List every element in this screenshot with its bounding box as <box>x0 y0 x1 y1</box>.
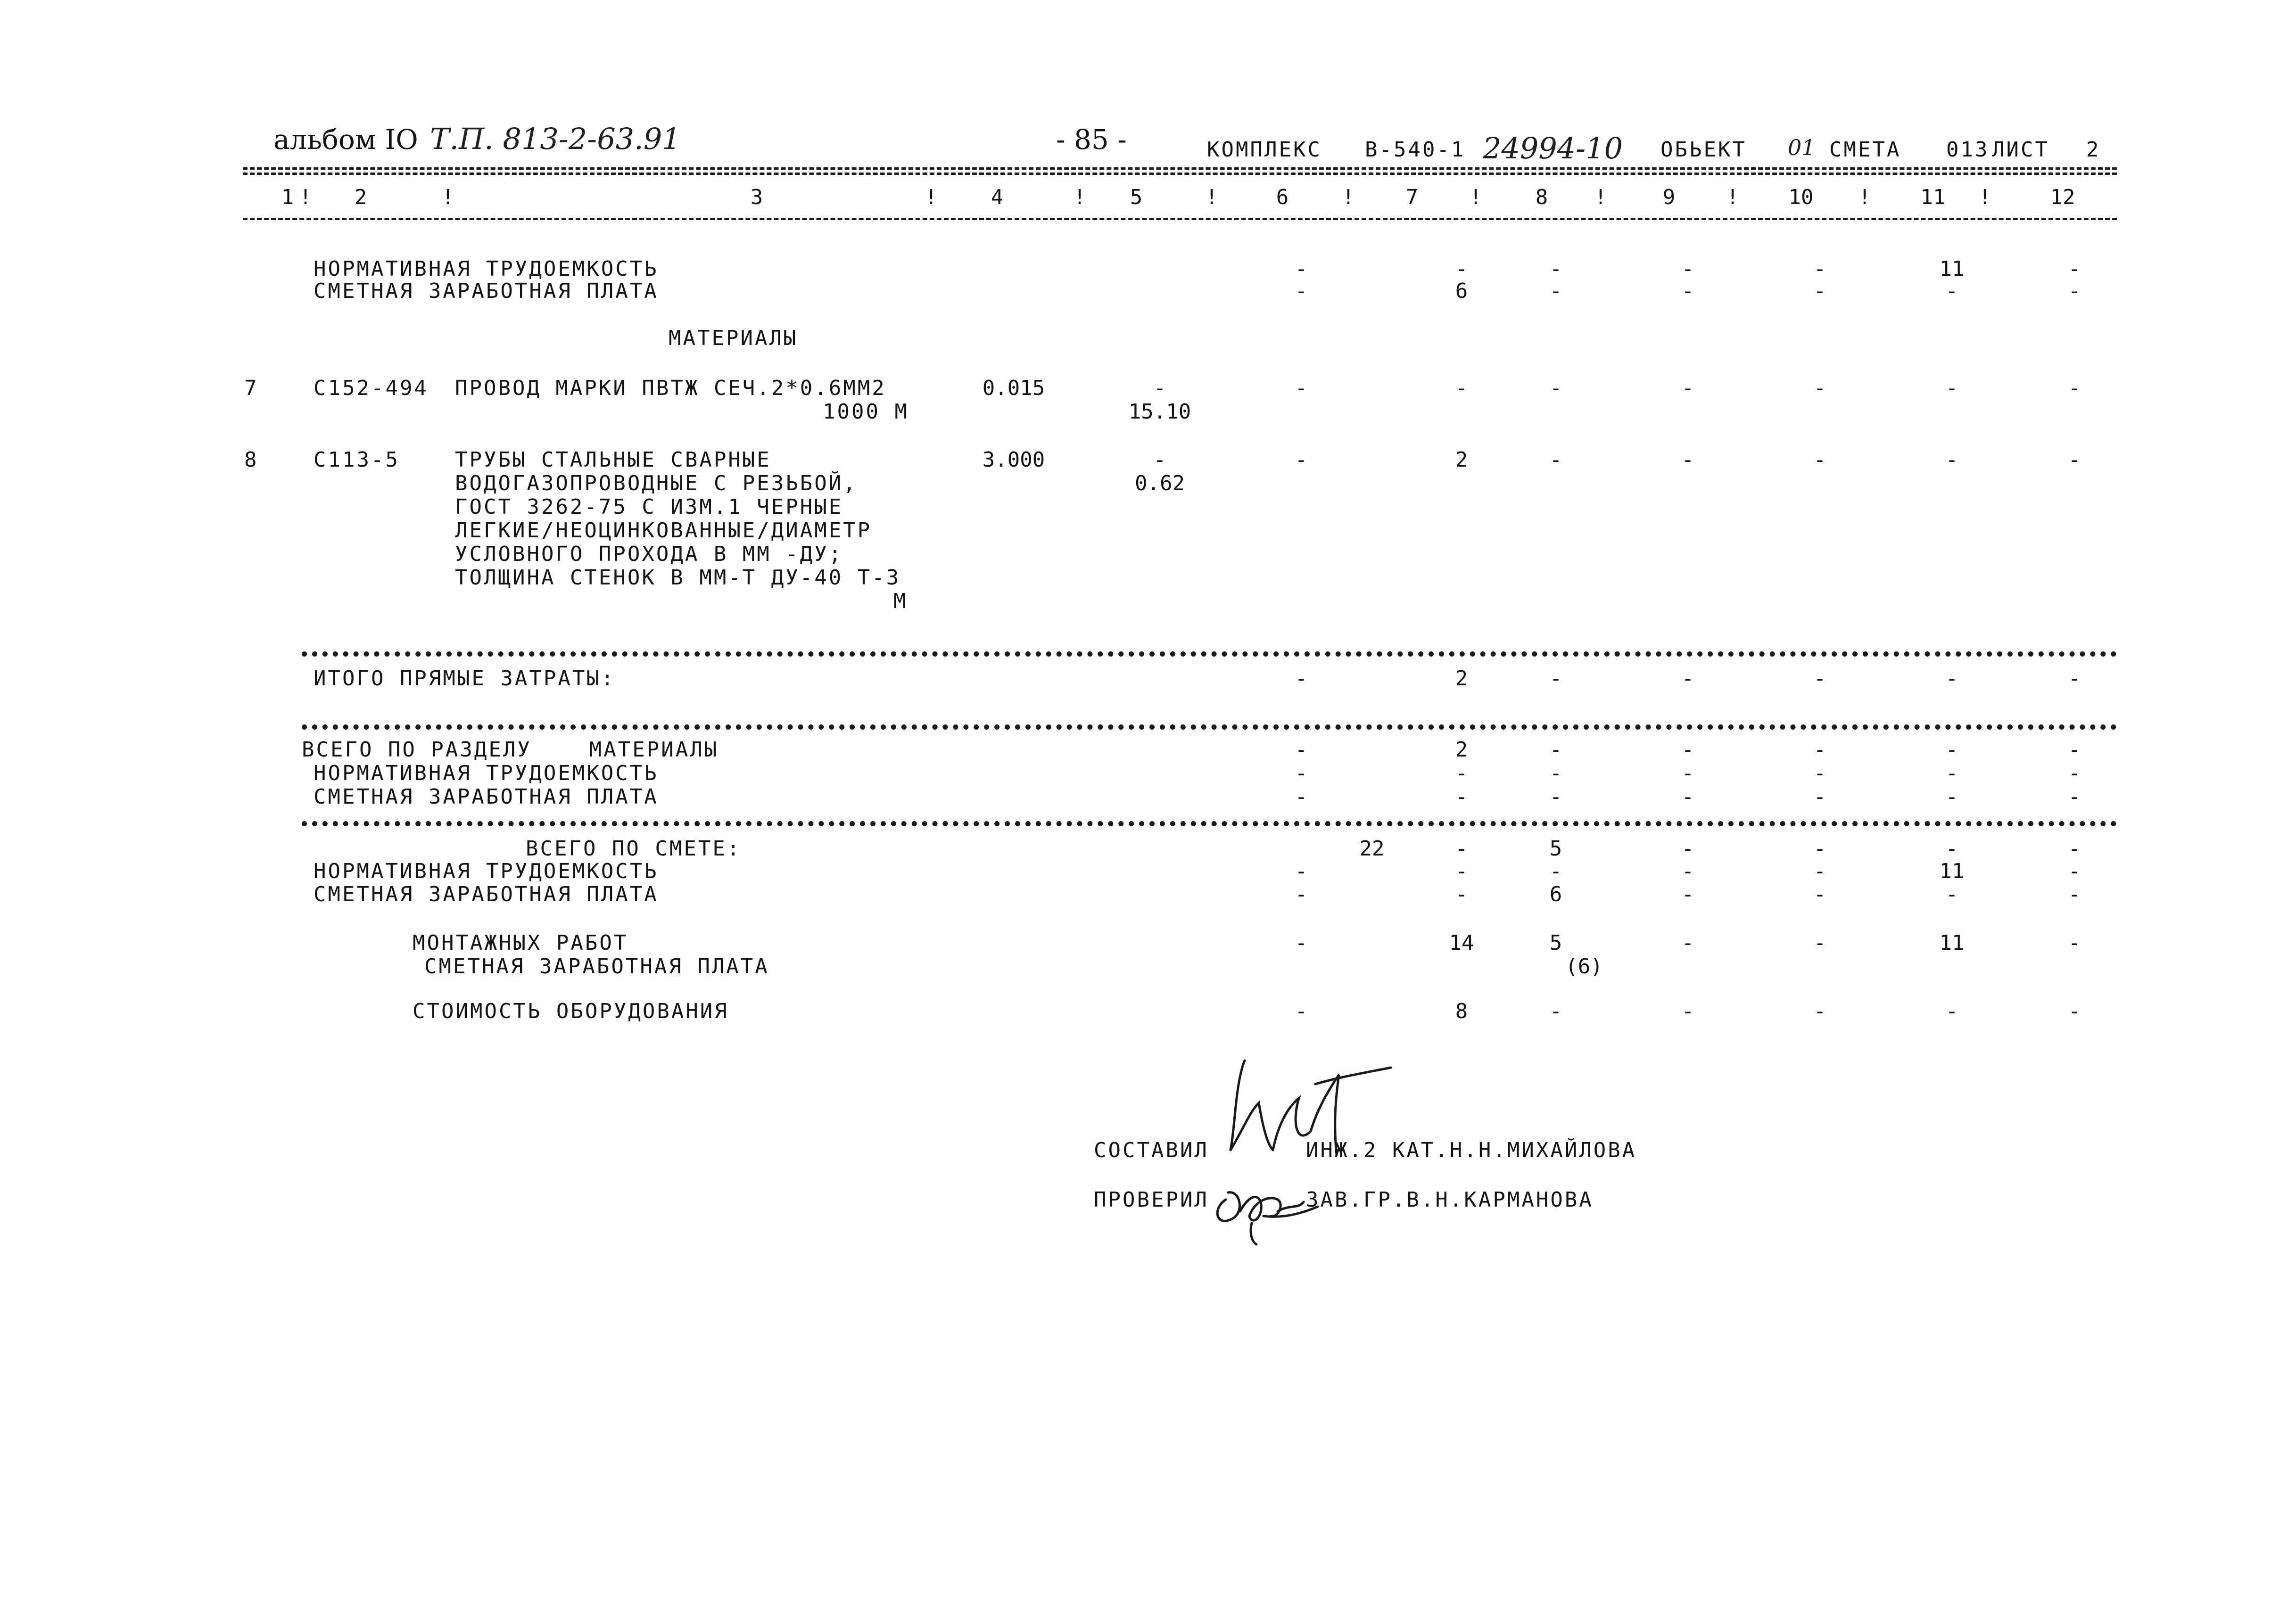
item-7-col-8: - <box>1549 376 1562 400</box>
wages-col-11: - <box>1945 279 1958 303</box>
item-7-col4: 0.015 <box>982 376 1045 400</box>
column-header-10: 10 <box>1788 185 1814 209</box>
sheet-label: ЛИСТ <box>1992 138 2049 162</box>
item-8-col5-top: - <box>1153 448 1166 472</box>
installation-col-12: - <box>2068 931 2081 955</box>
labor-intensity-col-10: - <box>1813 257 1826 281</box>
estimate-value: 013 <box>1946 138 1990 162</box>
estimate-label: СМЕТА <box>1829 138 1901 162</box>
installation-label: МОНТАЖНЫХ РАБОТ <box>413 931 628 955</box>
estimate-total-labor-label: НОРМАТИВНАЯ ТРУДОЕМКОСТЬ <box>314 859 659 883</box>
column-header-3: 3 <box>750 185 763 209</box>
direct-costs-col-10: - <box>1813 666 1826 691</box>
equipment-col-12: - <box>2068 999 2081 1023</box>
item-7-col-6: - <box>1295 376 1308 400</box>
installation-col-6: - <box>1295 931 1308 955</box>
section-total-labor-label: НОРМАТИВНАЯ ТРУДОЕМКОСТЬ <box>314 761 659 785</box>
section-total-col-6: - <box>1295 738 1308 762</box>
column-separator: ! <box>1469 185 1482 209</box>
direct-costs-label: ИТОГО ПРЯМЫЕ ЗАТРАТЫ: <box>314 666 616 691</box>
page-number: - 85 - <box>1056 123 1127 156</box>
item-7-col-9: - <box>1681 376 1694 400</box>
item-8-col-6: - <box>1295 448 1308 472</box>
item-8-col-11: - <box>1945 448 1958 472</box>
item-8-desc-line-5: УСЛОВНОГО ПРОХОДА В ММ -ДУ; <box>455 542 843 566</box>
section-total-wages-col-6: - <box>1295 785 1308 809</box>
column-header-2: 2 <box>354 185 367 209</box>
section-total-label: ВСЕГО ПО РАЗДЕЛУ МАТЕРИАЛЫ <box>302 738 719 762</box>
section-total-col-12: - <box>2068 738 2081 762</box>
wages-col-8: - <box>1549 279 1562 303</box>
equipment-col-6: - <box>1295 999 1308 1023</box>
wages-col-6: - <box>1295 279 1308 303</box>
installation-col8-bottom: (6) <box>1565 954 1603 979</box>
item-8-desc-line-3: ГОСТ 3262-75 С ИЗМ.1 ЧЕРНЫЕ <box>455 495 843 519</box>
section-total-wages-col-8: - <box>1549 785 1562 809</box>
estimate-total-wages-col-12: - <box>2068 882 2081 906</box>
complex-label: КОМПЛЕКС <box>1207 138 1322 162</box>
estimate-total-labor-col-6: - <box>1295 859 1308 883</box>
equipment-col-10: - <box>1813 999 1826 1023</box>
section-total-col-10: - <box>1813 738 1826 762</box>
complex-handwritten: 24994-10 <box>1483 131 1623 165</box>
object-label: ОБЬЕКТ <box>1660 138 1747 162</box>
estimate-total-wages-label: СМЕТНАЯ ЗАРАБОТНАЯ ПЛАТА <box>314 882 659 906</box>
estimate-total-labor-col-7: - <box>1455 859 1468 883</box>
item-8-col-9: - <box>1681 448 1694 472</box>
estimate-total-wages-col-7: - <box>1455 882 1468 906</box>
checked-signature <box>1207 1167 1320 1247</box>
dotted-separator-1 <box>302 651 2117 657</box>
item-7-unit: 1000 М <box>823 400 909 424</box>
project-number-handwritten: Т.П. 813-2-63.91 <box>430 122 681 156</box>
item-7-col-11: - <box>1945 376 1958 400</box>
complex-code: В-540-1 <box>1365 138 1466 162</box>
section-total-labor-col-10: - <box>1813 761 1826 785</box>
direct-costs-col-9: - <box>1681 666 1694 691</box>
item-8-desc-line-2: ВОДОГАЗОПРОВОДНЫЕ С РЕЗЬБОЙ, <box>455 471 858 495</box>
column-header-4: 4 <box>991 185 1004 209</box>
dotted-separator-3 <box>302 821 2117 826</box>
wages-col-9: - <box>1681 279 1694 303</box>
section-total-col-8: - <box>1549 738 1562 762</box>
installation-col-11: 11 <box>1939 931 1965 955</box>
installation-col-9: - <box>1681 931 1694 955</box>
installation-col-10: - <box>1813 931 1826 955</box>
estimate-total-labor-col-9: - <box>1681 859 1694 883</box>
labor-intensity-col-7: - <box>1455 257 1468 281</box>
estimate-total-wages-col-6: - <box>1295 882 1308 906</box>
column-separator: ! <box>1858 185 1871 209</box>
section-total-wages-label: СМЕТНАЯ ЗАРАБОТНАЯ ПЛАТА <box>314 785 659 809</box>
section-title: МАТЕРИАЛЫ <box>669 326 798 350</box>
estimate-total-labor-col-11: 11 <box>1939 859 1965 883</box>
direct-costs-col-6: - <box>1295 666 1308 691</box>
equipment-col-7: 8 <box>1455 999 1468 1023</box>
column-separator: ! <box>441 185 454 209</box>
item-7-desc: ПРОВОД МАРКИ ПВТЖ СЕЧ.2*0.6ММ2 <box>455 376 886 400</box>
labor-intensity-col-6: - <box>1295 257 1308 281</box>
section-total-labor-col-9: - <box>1681 761 1694 785</box>
label-wages: СМЕТНАЯ ЗАРАБОТНАЯ ПЛАТА <box>314 279 659 303</box>
item-7-number: 7 <box>244 376 259 400</box>
header-rule-top-2 <box>243 173 2117 175</box>
column-separator: ! <box>925 185 938 209</box>
estimate-total-col6-value: 22 <box>1359 837 1385 861</box>
estimate-total-label: ВСЕГО ПО СМЕТЕ: <box>526 837 742 861</box>
dotted-separator-2 <box>302 724 2117 730</box>
estimate-total-wages-col-8: 6 <box>1549 882 1562 906</box>
estimate-total-wages-col-11: - <box>1945 882 1958 906</box>
column-separator: ! <box>1205 185 1218 209</box>
column-header-6: 6 <box>1276 185 1289 209</box>
section-total-labor-col-6: - <box>1295 761 1308 785</box>
estimate-total-wages-col-10: - <box>1813 882 1826 906</box>
section-total-wages-col-9: - <box>1681 785 1694 809</box>
column-header-1: 1 <box>281 185 294 209</box>
section-total-labor-col-11: - <box>1945 761 1958 785</box>
item-7-col-7: - <box>1455 376 1468 400</box>
section-total-wages-col-10: - <box>1813 785 1826 809</box>
label-labor-intensity: НОРМАТИВНАЯ ТРУДОЕМКОСТЬ <box>314 257 659 281</box>
section-total-wages-col-7: - <box>1455 785 1468 809</box>
item-8-col4: 3.000 <box>982 448 1045 472</box>
direct-costs-col-7: 2 <box>1455 666 1468 691</box>
equipment-label: СТОИМОСТЬ ОБОРУДОВАНИЯ <box>413 999 729 1023</box>
item-7-col5-bottom: 15.10 <box>1128 400 1191 424</box>
equipment-col-9: - <box>1681 999 1694 1023</box>
item-8-desc-line-4: ЛЕГКИЕ/НЕОЦИНКОВАННЫЕ/ДИАМЕТР <box>455 518 872 543</box>
column-separator: ! <box>1073 185 1086 209</box>
column-header-7: 7 <box>1405 185 1419 209</box>
direct-costs-col-8: - <box>1549 666 1562 691</box>
estimate-total-labor-col-8: - <box>1549 859 1562 883</box>
item-7-col5-top: - <box>1153 376 1166 400</box>
header-rule-top <box>243 167 2117 170</box>
estimate-total-col-10: - <box>1813 837 1826 861</box>
column-header-8: 8 <box>1535 185 1548 209</box>
installation-col-8: 5 <box>1549 931 1562 955</box>
column-separator: ! <box>1978 185 1991 209</box>
labor-intensity-col-8: - <box>1549 257 1562 281</box>
direct-costs-col-11: - <box>1945 666 1958 691</box>
section-total-wages-col-11: - <box>1945 785 1958 809</box>
estimate-total-col-8: 5 <box>1549 837 1562 861</box>
column-header-11: 11 <box>1920 185 1946 209</box>
column-header-12: 12 <box>2050 185 2075 209</box>
estimate-total-wages-col-9: - <box>1681 882 1694 906</box>
compiled-by: ИНЖ.2 КАТ.Н.Н.МИХАЙЛОВА <box>1306 1138 1637 1162</box>
item-8-col-8: - <box>1549 448 1562 472</box>
item-8-col-12: - <box>2068 448 2081 472</box>
item-8-col5-bottom: 0.62 <box>1135 471 1185 495</box>
item-8-code: С113-5 <box>314 448 400 472</box>
labor-intensity-col-12: - <box>2068 257 2081 281</box>
checked-label: ПРОВЕРИЛ <box>1094 1188 1209 1212</box>
equipment-col-8: - <box>1549 999 1562 1023</box>
item-8-unit: М <box>893 589 908 613</box>
column-separator: ! <box>1726 185 1739 209</box>
item-8-desc-line-1: ТРУБЫ СТАЛЬНЫЕ СВАРНЫЕ <box>455 448 771 472</box>
item-7-code: С152-494 <box>314 376 429 400</box>
item-7-col-12: - <box>2068 376 2081 400</box>
item-8-desc-line-6: ТОЛЩИНА СТЕНОК В ММ-Т ДУ-40 Т-3 <box>455 566 901 590</box>
section-total-labor-col-8: - <box>1549 761 1562 785</box>
estimate-total-col-7: - <box>1455 837 1468 861</box>
section-total-wages-col-12: - <box>2068 785 2081 809</box>
section-total-labor-col-12: - <box>2068 761 2081 785</box>
column-separator: ! <box>1342 185 1355 209</box>
header-rule-bottom <box>243 218 2117 220</box>
item-8-number: 8 <box>244 448 259 472</box>
installation-col-7: 14 <box>1449 931 1474 955</box>
item-8-col-10: - <box>1813 448 1826 472</box>
item-8-col-7: 2 <box>1455 448 1468 472</box>
estimate-total-col-12: - <box>2068 837 2081 861</box>
section-total-col-11: - <box>1945 738 1958 762</box>
estimate-total-labor-col-10: - <box>1813 859 1826 883</box>
wages-col-7: 6 <box>1455 279 1468 303</box>
installation-wages-label: СМЕТНАЯ ЗАРАБОТНАЯ ПЛАТА <box>424 954 769 979</box>
equipment-col-11: - <box>1945 999 1958 1023</box>
wages-col-10: - <box>1813 279 1826 303</box>
column-separator: ! <box>1594 185 1607 209</box>
labor-intensity-col-11: 11 <box>1939 257 1965 281</box>
wages-col-12: - <box>2068 279 2081 303</box>
item-7-col-10: - <box>1813 376 1826 400</box>
section-total-col-9: - <box>1681 738 1694 762</box>
column-separator: ! <box>299 185 312 209</box>
column-header-9: 9 <box>1662 185 1676 209</box>
compiled-label: СОСТАВИЛ <box>1094 1138 1209 1162</box>
estimate-total-labor-col-12: - <box>2068 859 2081 883</box>
column-header-5: 5 <box>1130 185 1143 209</box>
estimate-total-col-9: - <box>1681 837 1694 861</box>
checked-by: ЗАВ.ГР.В.Н.КАРМАНОВА <box>1306 1188 1594 1212</box>
object-value: 01 <box>1788 135 1816 160</box>
direct-costs-col-12: - <box>2068 666 2081 691</box>
sheet-value: 2 <box>2086 138 2101 162</box>
estimate-total-col-11: - <box>1945 837 1958 861</box>
section-total-labor-col-7: - <box>1455 761 1468 785</box>
labor-intensity-col-9: - <box>1681 257 1694 281</box>
album-label: альбом IO <box>273 123 418 156</box>
section-total-col-7: 2 <box>1455 738 1468 762</box>
